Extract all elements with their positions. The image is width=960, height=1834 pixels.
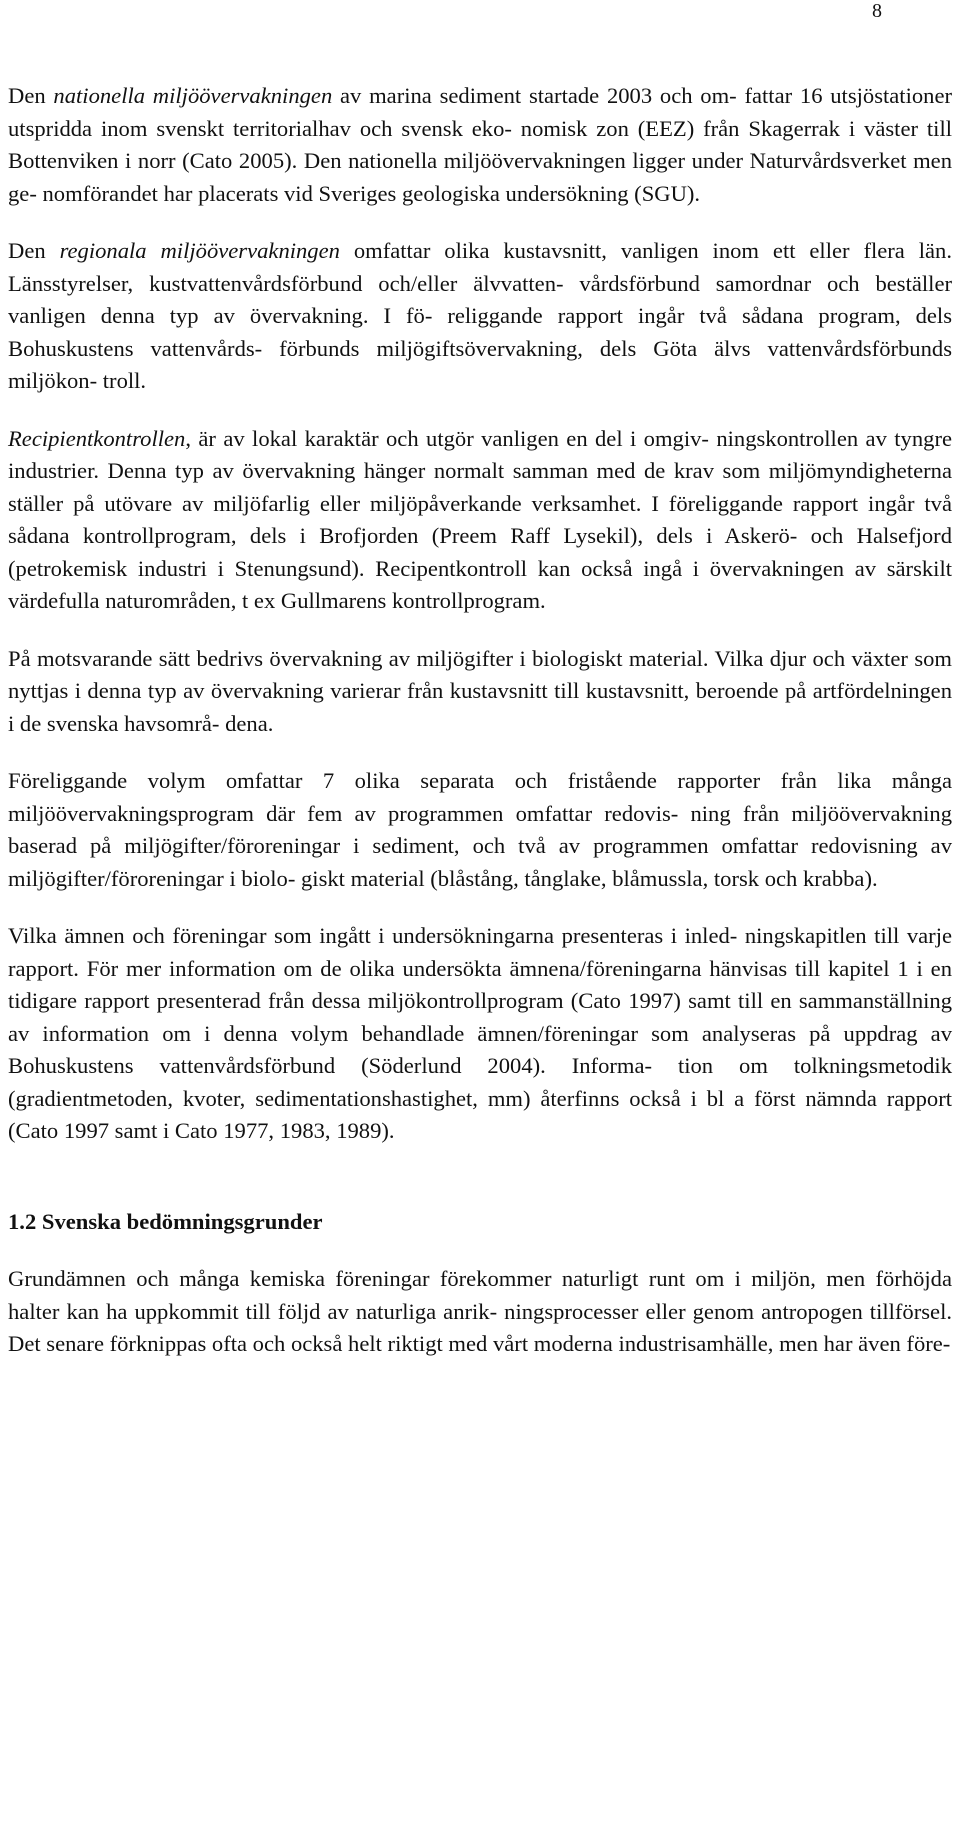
paragraph-biological-material xyxy=(8,643,952,741)
paragraph-text: På motsvarande sätt bedrivs övervakning av miljögifter i biologiskt material. Vilka djur och växter som nyttjas i denna typ av övervakning varierar från kustavsnitt till kustavsnitt, beroende på artfördelningen i de svenska havsområ- dena. xyxy=(8,645,952,736)
page-number: 8 xyxy=(872,0,882,22)
paragraph-text: Föreliggande volym omfattar 7 olika separata och fristående rapporter från lika många miljöövervakningsprogram där fem av programmen omfattar redovis- ning från miljöövervakning baserad på miljögifter/föroreningar i sediment, och två av programmen omfattar redovisning av miljögifter/föroreningar i biolo- giskt material (blåstång, tånglake, blåmussla, torsk och krabba). xyxy=(8,768,952,891)
italic-term: nationella miljöövervakningen xyxy=(53,83,333,108)
paragraph-national-monitoring xyxy=(8,80,952,210)
paragraph-text: av marina sediment startade 2003 och om- fattar 16 utsjöstationer utspridda inom svenskt territorialhav och svensk eko- nomisk zon (EEZ) från Skagerrak i väster till Bottenviken i norr (Cato 2005). Den nationella miljöövervakningen ligger under Naturvårdsverket men ge- nomförandet har placerats vid Sveriges geologiska undersökning (SGU). xyxy=(8,83,952,206)
paragraph-volume-contents xyxy=(8,765,952,895)
paragraph-text: omfattar olika kustavsnitt, vanligen inom ett eller flera län. Länsstyrelser, kustvattenvårdsförbund och/eller älvvatten- vårdsförbund samordnar och beställer vanligen denna typ av övervakning. I fö- religgande rapport ingår två sådana program, dels Bohuskustens vattenvårds- förbunds miljögiftsövervakning, dels Göta älvs vattenvårdsförbunds miljökon- troll. xyxy=(8,238,952,393)
paragraph-recipient-control xyxy=(8,423,952,618)
body-text xyxy=(8,80,952,1386)
paragraph-regional-monitoring xyxy=(8,235,952,398)
italic-term: regionala miljöövervakningen xyxy=(59,238,340,263)
paragraph-text: Vilka ämnen och föreningar som ingått i undersökningarna presenteras i inled- ningskapitlen till varje rapport. För mer information om de olika undersökta ämnena/föreningarna hänvisas till kapitel 1 i en tidigare rapport presenterad från dessa miljökontrollprogram (Cato 1997) samt till en sammanställning av information om i denna volym behandlade ämnen/föreningar som analyseras på uppdrag av Bohuskustens vattenvårdsförbund (Söderlund 2004). Informa- tion om tolkningsmetodik (gradientmetoden, kvoter, sedimentationshastighet, mm) återfinns också i bl a först nämnda rapport (Cato 1997 samt i Cato 1977, 1983, 1989). xyxy=(8,923,952,1143)
paragraph-text: , är av lokal karaktär och utgör vanligen en del i omgiv- ningskontrollen av tyngre industrier. Denna typ av övervakning hänger normalt samman med de krav som miljömyndigheterna ställer på utövare av miljöfarlig eller miljöpåverkande verksamhet. I föreliggande rapport ingår två sådana kontrollprogram, dels i Brofjorden (Preem Raff Lysekil), dels i Askerö- och Halsefjord (petrokemisk industri i Stenungsund). Recipentkontroll kan också ingå i övervakningen av särskilt värdefulla naturområden, t ex Gullmarens kontrollprogram. xyxy=(8,425,952,613)
paragraph-lead: Den xyxy=(8,238,60,263)
section-heading: 1.2 Svenska bedömningsgrunder xyxy=(8,1208,323,1234)
italic-term: Recipientkontrollen xyxy=(8,425,186,451)
paragraph-assessment-criteria: Grundämnen och många kemiska föreningar förekommer naturligt runt om i miljön, men förhöjda halter kan ha uppkommit till följd av naturliga anrik- ningsprocesser eller genom antropogen tillförsel. Det senare förknippas ofta och också helt riktigt med vårt moderna industrisamhälle, men har även före- xyxy=(8,1266,952,1356)
paragraph-lead: Den xyxy=(8,83,54,108)
paragraph-substances xyxy=(8,920,952,1148)
